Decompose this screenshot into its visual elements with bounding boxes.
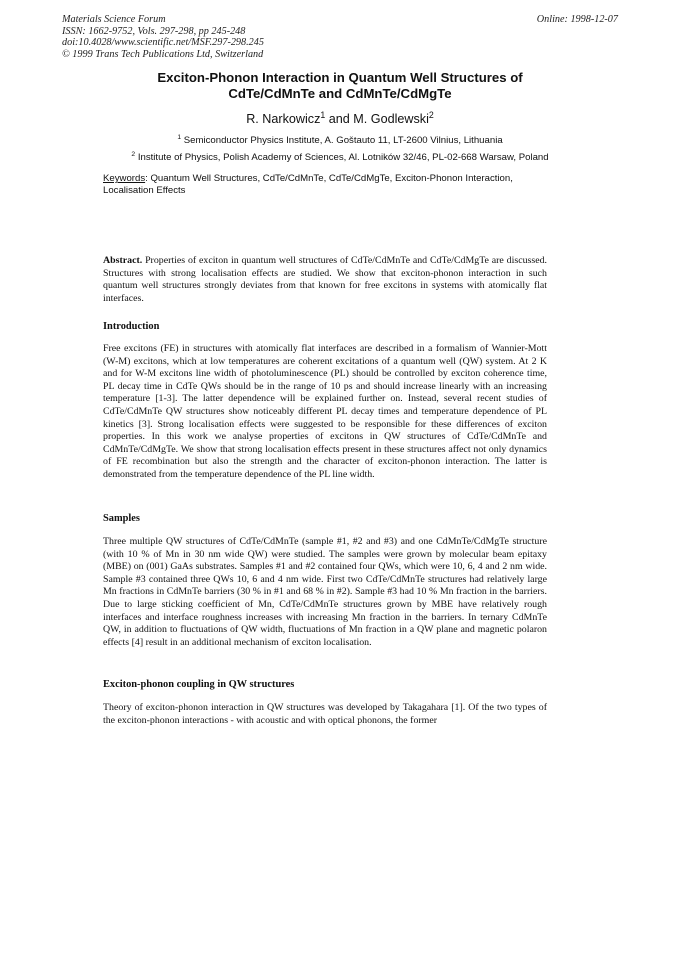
affiliation-2 — [60, 152, 620, 163]
author-1: R. Narkowicz — [246, 112, 321, 126]
affiliation-text: Institute of Physics, Polish Academy of Sciences, Al. Lotników 32/46, PL-02-668 Warsaw, Poland — [137, 152, 549, 163]
section-heading-coupling: Exciton-phonon coupling in QW structures — [103, 679, 295, 690]
abstract-text: Properties of exciton in quantum well structures of CdTe/CdMnTe and CdTe/CdMgTe are discussed. Structures with strong localisation effects are studied. We show that exciton-phonon interaction in such quantum well structures strongly deviates from that known for free excitons in systems with atomically flat interfaces. — [103, 255, 547, 304]
author-conjunction: and — [325, 112, 354, 126]
keywords-label: Keywords — [103, 173, 146, 184]
copyright-line: © 1999 Trans Tech Publications Ltd, Switzerland — [62, 48, 264, 60]
author-1-affil-marker: 1 — [320, 109, 326, 120]
affiliation-marker: 1 — [177, 133, 182, 141]
samples-paragraph: Three multiple QW structures of CdTe/CdMnTe (sample #1, #2 and #3) and one CdMnTe/CdMgTe structure (with 10 % of Mn in 30 nm wide QW) were studied. The samples were grown by molecular beam epitaxy (MBE) on (001) GaAs substrates. Samples #1 and #2 contained four QWs, which were 10, 6, 4 and 2 nm wide. Sample #3 contained three QWs 10, 6 and 4 nm wide. First two CdTe/CdMnTe structures had relatively large Mn fractions in CdMnTe barriers (30 % in #1 and 68 % in #2). Sample #3 had 10 % Mn fraction in the barriers. Due to large sticking coefficient of Mn, CdTe/CdMnTe structures grown by MBE have relatively rough interfaces and interface roughness increases with increasing Mn fraction in the barriers. In ternary CdMnTe QW, in addition to fluctuations of QW width, fluctuations of Mn fraction in a QW plane and magnetic polaron effects [4] result in an additional mechanism of exciton localisation. — [103, 536, 547, 648]
section-heading-samples: Samples — [103, 513, 140, 524]
affiliation-1 — [60, 135, 620, 146]
keywords — [103, 173, 551, 197]
affiliation-marker: 2 — [131, 150, 136, 158]
affiliation-text: Semiconductor Physics Institute, A. Goštauto 11, LT-2600 Vilnius, Lithuania — [183, 135, 503, 146]
introduction-paragraph: Free excitons (FE) in structures with atomically flat interfaces are described in a formalism of Wannier-Mott (W-M) excitons, which at low temperatures are coherent excitations of a quantum well (QW) system. At 2 K and for W-M excitons line width of photoluminescence (PL) should be controlled by exciton coherence time, PL decay time in CdTe QWs should be in the range of 10 ps and should increase linearly with an increasing temperature [1-3]. The latter dependence will be explained further on. Instead, several recent studies of CdTe/CdMnTe QW structures show noticeably different PL decay times and temperature dependence of PL kinetics [3]. Strong localisation effects were suggested to be responsible for these differences of exciton properties. In this work we analyse properties of excitons in QW structures of CdTe/CdMnTe and CdMnTe/CdMgTe. We show that strong localisation effects present in these structures affect not only dynamics of FE recombination but also the strength and the character of exciton-phonon interaction. The latter is demonstrated from the temperature dependence of the PL line width. — [103, 343, 547, 480]
section-heading-introduction: Introduction — [103, 321, 160, 332]
doi-line[interactable]: doi:10.4028/www.scientific.net/MSF.297-298.245 — [62, 37, 264, 48]
title-line-1: Exciton-Phonon Interaction in Quantum Well Structures of — [157, 70, 523, 85]
author-2-affil-marker: 2 — [428, 109, 434, 120]
page-header — [62, 14, 618, 64]
issn-line: ISSN: 1662-9752, Vols. 297-298, pp 245-248 — [62, 25, 246, 37]
keywords-text: : Quantum Well Structures, CdTe/CdMnTe, CdTe/CdMgTe, Exciton-Phonon Interaction, Localisation Effects — [103, 173, 513, 196]
coupling-paragraph: Theory of exciton-phonon interaction in QW structures was developed by Takagahara [1]. Of the two types of the exciton-phonon interactions - with acoustic and with optical phonons, the former — [103, 702, 547, 726]
paper-title — [60, 70, 620, 102]
author-2: M. Godlewski — [353, 112, 429, 126]
title-line-2: CdTe/CdMnTe and CdMnTe/CdMgTe — [228, 86, 452, 101]
abstract — [103, 255, 547, 305]
online-date: Online: 1998-12-07 — [536, 14, 618, 25]
author-list — [60, 109, 620, 126]
abstract-label: Abstract. — [103, 255, 143, 266]
journal-name: Materials Science Forum — [62, 14, 166, 25]
